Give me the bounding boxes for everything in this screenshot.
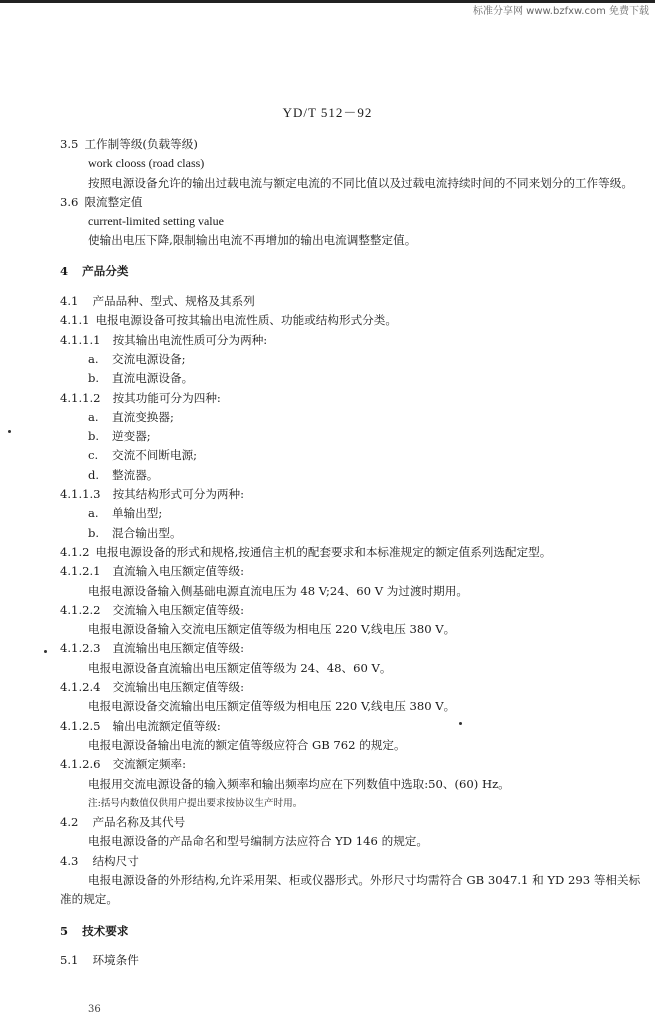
footnote: 注:括号内数值仅供用户提出要求按协议生产时用。 (88, 797, 303, 809)
heading-4-1-2-4: 4.1.2.4 交流输出电压额定值等级: (60, 680, 245, 695)
page-number: 36 (88, 1004, 101, 1015)
para-4-1-2-4: 电报电源设备交流输出电压额定值等级为相电压 220 V,线电压 380 V。 (88, 699, 456, 714)
para-4-1-2: 4.1.2 电报电源设备的形式和规格,按通信主机的配套要求和本标准规定的额定值系列选配定型。 (60, 544, 552, 559)
para-4-1-1-3: 4.1.1.3 按其结构形式可分为两种: (60, 487, 245, 502)
heading-5-1: 5.1 环境条件 (60, 952, 139, 967)
para-3-6: 使输出电压下降,限制输出电流不再增加的输出电流调整整定值。 (88, 233, 417, 248)
para-4-2: 电报电源设备的产品命名和型号编制方法应符合 YD 146 的规定。 (88, 834, 428, 849)
list-item: c. 交流不间断电源; (88, 448, 198, 463)
para-4-1-1-2: 4.1.1.2 按其功能可分为四种: (60, 390, 221, 405)
heading-4-1-2-1: 4.1.2.1 直流输入电压额定值等级: (60, 564, 245, 579)
heading-4-1-2-6: 4.1.2.6 交流额定频率: (60, 757, 187, 772)
scan-speck (8, 430, 11, 433)
term-en-3-6: current-limited setting value (88, 214, 224, 229)
heading-4-1: 4.1 产品品种、型式、规格及其系列 (60, 294, 255, 309)
term-en-3-5: work clooss (road class) (88, 156, 205, 171)
list-item: b. 直流电源设备。 (88, 371, 194, 386)
scan-speck (459, 722, 462, 725)
para-4-1-1: 4.1.1 电报电源设备可按其输出电流性质、功能或结构形式分类。 (60, 313, 397, 328)
para-4-1-2-3: 电报电源设备直流输出电压额定值等级为 24、48、60 V。 (88, 660, 392, 675)
list-item: b. 混合输出型。 (88, 525, 182, 540)
para-4-1-2-2: 电报电源设备输入交流电压额定值等级为相电压 220 V,线电压 380 V。 (88, 622, 456, 637)
list-item: d. 整流器。 (88, 467, 159, 482)
heading-4-1-2-5: 4.1.2.5 输出电流额定值等级: (60, 718, 221, 733)
list-item: b. 逆变器; (88, 429, 151, 444)
heading-4-1-2-3: 4.1.2.3 直流输出电压额定值等级: (60, 641, 245, 656)
para-4-1-1-1: 4.1.1.1 按其输出电流性质可分为两种: (60, 332, 268, 347)
heading-4-2: 4.2 产品名称及其代号 (60, 815, 186, 830)
watermark: 标准分享网 www.bzfxw.com 免费下载 (473, 6, 649, 17)
heading-3-6: 3.6 限流整定值 (60, 194, 143, 209)
document-body (60, 135, 648, 970)
list-item: a. 单输出型; (88, 506, 163, 521)
heading-4-1-2-2: 4.1.2.2 交流输入电压额定值等级: (60, 602, 245, 617)
heading-5: 5 技术要求 (60, 923, 129, 938)
heading-4: 4 产品分类 (60, 263, 129, 278)
para-4-3: 电报电源设备的外形结构,允许采用架、柜或仪器形式。外形尺寸均需符合 GB 3047.1 和 YD 293 等相关标准的规定。 (60, 872, 641, 907)
heading-4-3: 4.3 结构尺寸 (60, 853, 139, 868)
para-4-1-2-6: 电报用交流电源设备的输入频率和输出频率均应在下列数值中选取:50、(60) Hz。 (88, 776, 510, 791)
list-item: a. 直流变换器; (88, 409, 174, 424)
list-item: a. 交流电源设备; (88, 351, 186, 366)
heading-3-5: 3.5 工作制等级(负载等级) (60, 137, 198, 151)
para-3-5: 按照电源设备允许的输出过载电流与额定电流的不同比值以及过载电流持续时间的不同来划分的工作等级。 (88, 175, 633, 190)
para-4-1-2-1: 电报电源设备输入侧基础电源直流电压为 48 V;24、60 V 为过渡时期用。 (88, 583, 468, 598)
scan-speck (44, 650, 47, 653)
standard-header: YD/T 512－92 (282, 105, 373, 120)
para-4-1-2-5: 电报电源设备输出电流的额定值等级应符合 GB 762 的规定。 (88, 737, 406, 752)
